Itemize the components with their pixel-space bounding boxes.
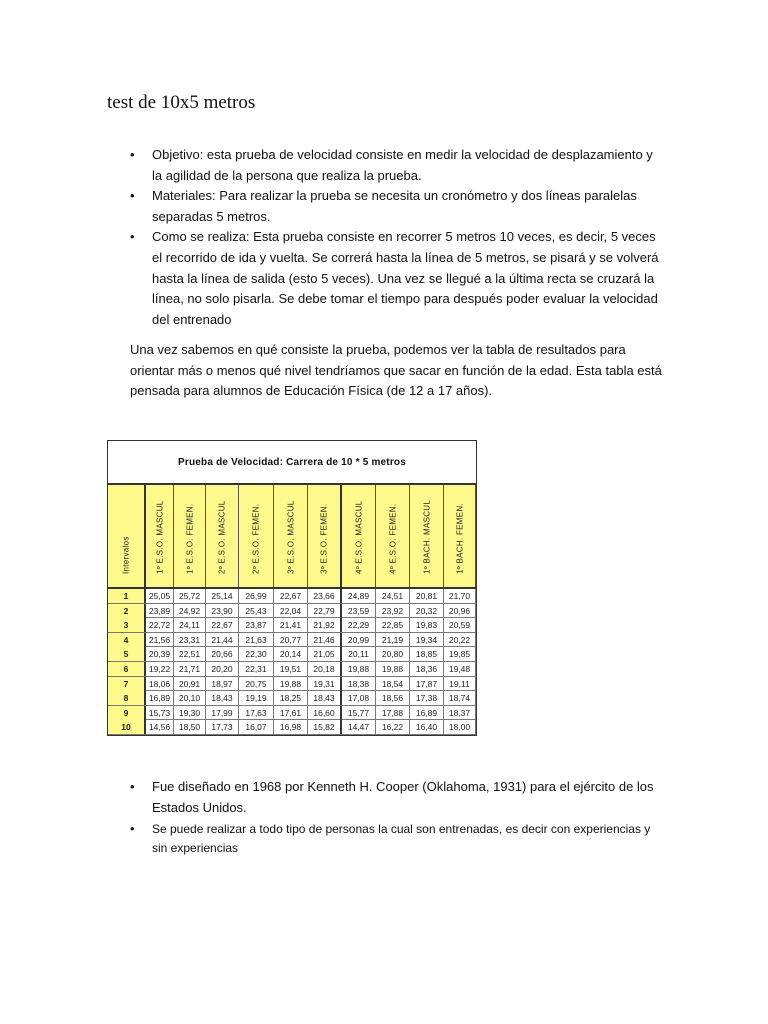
table-cell: 22,67 xyxy=(274,589,308,603)
results-table xyxy=(107,440,477,736)
table-cell: 25,14 xyxy=(206,589,239,603)
table-row xyxy=(108,720,476,735)
table-cell: 19,19 xyxy=(239,691,274,705)
list-item-text: Fue diseñado en 1968 por Kenneth H. Cooper (Oklahoma, 1931) para el ejército de los Estados Unidos. xyxy=(152,779,654,815)
table-cell: 21,41 xyxy=(274,618,308,632)
list-item xyxy=(130,227,665,330)
table-cell: 17,08 xyxy=(342,691,376,705)
table-cell: 17,61 xyxy=(274,706,308,720)
table-cell: 18,00 xyxy=(444,720,476,734)
table-cell: 21,70 xyxy=(444,589,476,603)
table-cell: 14,47 xyxy=(342,720,376,734)
table-cell: 20,77 xyxy=(274,633,308,647)
table-header-cell xyxy=(308,485,342,587)
table-cell: 15,73 xyxy=(146,706,174,720)
table-cell: 16,98 xyxy=(274,720,308,734)
table-cell: 18,43 xyxy=(206,691,239,705)
table-cell: 21,05 xyxy=(308,647,342,661)
table-cell: 19,51 xyxy=(274,662,308,676)
bullet-icon: • xyxy=(130,147,135,162)
table-header-label: 2º E.S.O. MASCUL xyxy=(217,500,227,574)
table-cell: 16,40 xyxy=(410,720,444,734)
table-cell: 20,20 xyxy=(206,662,239,676)
table-cell: 19,88 xyxy=(274,677,308,691)
table-header-cell xyxy=(274,485,308,587)
table-cell: 20,91 xyxy=(174,677,206,691)
table-cell: 18,43 xyxy=(308,691,342,705)
table-cell: 26,99 xyxy=(239,589,274,603)
table-header-label: Intervalos xyxy=(121,536,131,574)
table-header-label: 4º E.S.O. MASCUL xyxy=(354,500,363,574)
table-header-cell xyxy=(444,485,476,587)
table-header-cell xyxy=(410,485,444,587)
table-cell: 19,48 xyxy=(444,662,476,676)
table-cell: 19,34 xyxy=(410,633,444,647)
table-cell: 19,11 xyxy=(444,677,476,691)
table-cell: 18,06 xyxy=(146,677,174,691)
table-cell: 24,51 xyxy=(376,589,410,603)
table-cell: 20,66 xyxy=(206,647,239,661)
table-cell: 16,22 xyxy=(376,720,410,734)
table-cell: 18,85 xyxy=(410,647,444,661)
table-cell: 20,39 xyxy=(146,647,174,661)
table-cell: 18,37 xyxy=(444,706,476,720)
table-row xyxy=(108,589,476,604)
table-cell: 18,54 xyxy=(376,677,410,691)
table-header-label: 1º E.S.O. FEMEN. xyxy=(185,503,194,574)
table-cell: 16,89 xyxy=(146,691,174,705)
table-cell: 16,07 xyxy=(239,720,274,734)
table-cell: 18,25 xyxy=(274,691,308,705)
table-cell: 20,81 xyxy=(410,589,444,603)
table-interval-cell: 5 xyxy=(108,647,146,661)
table-cell: 17,38 xyxy=(410,691,444,705)
table-header-cell xyxy=(376,485,410,587)
list-item xyxy=(130,145,665,186)
bullet-icon: • xyxy=(130,779,135,794)
table-row xyxy=(108,633,476,648)
table-cell: 20,80 xyxy=(376,647,410,661)
table-interval-cell: 9 xyxy=(108,706,146,720)
table-cell: 15,82 xyxy=(308,720,342,734)
table-header-label: 1º E.S.O. MASCUL xyxy=(155,500,164,574)
table-header-cell xyxy=(146,485,174,587)
table-header-label: 1º BACH. FEMEN. xyxy=(455,503,464,574)
table-cell: 21,46 xyxy=(308,633,342,647)
table-header-label: 1º BACH. MASCUL xyxy=(422,499,431,574)
table-header-row xyxy=(108,485,476,589)
bullet-icon: • xyxy=(130,821,135,837)
table-interval-cell: 4 xyxy=(108,633,146,647)
table-cell: 22,31 xyxy=(239,662,274,676)
table-cell: 20,99 xyxy=(342,633,376,647)
table-cell: 18,36 xyxy=(410,662,444,676)
table-header-label: 3º E.S.O. MASCUL xyxy=(286,500,295,574)
table-header-cell xyxy=(342,485,376,587)
table-header-label: 2º E.S.O. FEMEN. xyxy=(251,503,261,574)
table-cell: 18,50 xyxy=(174,720,206,734)
page-title: test de 10x5 metros xyxy=(107,92,256,113)
table-cell: 19,88 xyxy=(376,662,410,676)
table-cell: 21,44 xyxy=(206,633,239,647)
table-cell: 17,87 xyxy=(410,677,444,691)
table-cell: 24,92 xyxy=(174,604,206,618)
table-cell: 19,88 xyxy=(342,662,376,676)
table-row xyxy=(108,618,476,633)
table-header-label: 3º E.S.O. FEMEN. xyxy=(319,503,329,574)
history-list xyxy=(130,777,665,857)
bullet-icon: • xyxy=(130,229,135,245)
table-interval-cell: 6 xyxy=(108,662,146,676)
table-interval-cell: 1 xyxy=(108,589,146,603)
table-row xyxy=(108,604,476,619)
table-interval-cell: 10 xyxy=(108,720,146,734)
table-cell: 23,90 xyxy=(206,604,239,618)
table-cell: 21,92 xyxy=(308,618,342,632)
table-interval-cell: 3 xyxy=(108,618,146,632)
table-row xyxy=(108,691,476,706)
bullet-icon: • xyxy=(130,188,135,204)
table-cell: 19,30 xyxy=(174,706,206,720)
table-cell: 19,85 xyxy=(444,647,476,661)
table-cell: 20,22 xyxy=(444,633,476,647)
table-cell: 18,97 xyxy=(206,677,239,691)
table-cell: 20,59 xyxy=(444,618,476,632)
table-cell: 23,31 xyxy=(174,633,206,647)
list-item-text: Se puede realizar a todo tipo de personas la cual son entrenadas, es decir con experiencias y sin experiencias xyxy=(152,822,651,855)
table-cell: 17,99 xyxy=(206,706,239,720)
table-cell: 22,04 xyxy=(274,604,308,618)
table-cell: 25,43 xyxy=(239,604,274,618)
table-header-cell xyxy=(174,485,206,587)
table-cell: 23,89 xyxy=(146,604,174,618)
table-cell: 17,63 xyxy=(239,706,274,720)
table-cell: 17,88 xyxy=(376,706,410,720)
table-cell: 20,75 xyxy=(239,677,274,691)
table-cell: 20,32 xyxy=(410,604,444,618)
table-cell: 22,30 xyxy=(239,647,274,661)
table-cell: 25,05 xyxy=(146,589,174,603)
table-interval-cell: 2 xyxy=(108,604,146,618)
table-cell: 20,18 xyxy=(308,662,342,676)
table-cell: 16,89 xyxy=(410,706,444,720)
table-cell: 16,60 xyxy=(308,706,342,720)
list-item-text: Materiales: Para realizar la prueba se necesita un cronómetro y dos líneas paralelas separadas 5 metros. xyxy=(152,188,637,224)
table-cell: 23,87 xyxy=(239,618,274,632)
table-cell: 22,85 xyxy=(376,618,410,632)
table-cell: 25,72 xyxy=(174,589,206,603)
table-cell: 21,71 xyxy=(174,662,206,676)
table-interval-cell: 7 xyxy=(108,677,146,691)
table-row xyxy=(108,662,476,677)
table-row xyxy=(108,706,476,721)
table-cell: 22,51 xyxy=(174,647,206,661)
table-cell: 14,56 xyxy=(146,720,174,734)
intro-paragraph: Una vez sabemos en qué consiste la prueba, podemos ver la tabla de resultados para orientar más o menos qué nivel tendríamos que sacar en función de la edad. Esta tabla está pensada para alumnos de Educación Física (de 12 a 17 años). xyxy=(130,342,662,399)
table-row xyxy=(108,677,476,692)
table-cell: 23,66 xyxy=(308,589,342,603)
objectives-list xyxy=(130,145,665,330)
table-header-label: 4º E.S.O. FEMEN. xyxy=(388,503,397,574)
table-cell: 24,11 xyxy=(174,618,206,632)
table-cell: 15,77 xyxy=(342,706,376,720)
table-cell: 22,72 xyxy=(146,618,174,632)
list-item-text: Objetivo: esta prueba de velocidad consiste en medir la velocidad de desplazamiento y la agilidad de la persona que realiza la prueba. xyxy=(152,147,653,183)
table-body xyxy=(108,589,476,735)
table-header-cell xyxy=(239,485,274,587)
table-cell: 21,56 xyxy=(146,633,174,647)
table-cell: 20,10 xyxy=(174,691,206,705)
table-cell: 23,92 xyxy=(376,604,410,618)
table-title: Prueba de Velocidad: Carrera de 10 * 5 metros xyxy=(108,441,476,485)
table-cell: 22,79 xyxy=(308,604,342,618)
table-cell: 18,56 xyxy=(376,691,410,705)
table-cell: 24,89 xyxy=(342,589,376,603)
table-cell: 19,22 xyxy=(146,662,174,676)
table-cell: 20,11 xyxy=(342,647,376,661)
table-header-cell xyxy=(206,485,239,587)
table-header-cell xyxy=(108,485,146,587)
table-cell: 22,67 xyxy=(206,618,239,632)
table-interval-cell: 8 xyxy=(108,691,146,705)
table-cell: 20,14 xyxy=(274,647,308,661)
table-cell: 21,63 xyxy=(239,633,274,647)
table-cell: 18,74 xyxy=(444,691,476,705)
table-cell: 18,38 xyxy=(342,677,376,691)
list-item xyxy=(130,186,665,227)
table-cell: 20,96 xyxy=(444,604,476,618)
table-cell: 17,73 xyxy=(206,720,239,734)
table-cell: 19,31 xyxy=(308,677,342,691)
table-cell: 19,83 xyxy=(410,618,444,632)
table-cell: 22,29 xyxy=(342,618,376,632)
table-row xyxy=(108,647,476,662)
table-cell: 21,19 xyxy=(376,633,410,647)
list-item-text: Como se realiza: Esta prueba consiste en recorrer 5 metros 10 veces, es decir, 5 veces el recorrido de ida y vuelta. Se correrá hasta la línea de 5 metros, se pisará y se volverá hasta la línea de salida (esto 5 veces). Una vez se llegué a la última recta se cruzará la línea, no solo pisarla. Se debe tomar el tiempo para después poder evaluar la velocidad del entrenado xyxy=(152,229,659,327)
list-item xyxy=(130,777,665,818)
list-item xyxy=(130,820,665,857)
table-cell: 23,59 xyxy=(342,604,376,618)
